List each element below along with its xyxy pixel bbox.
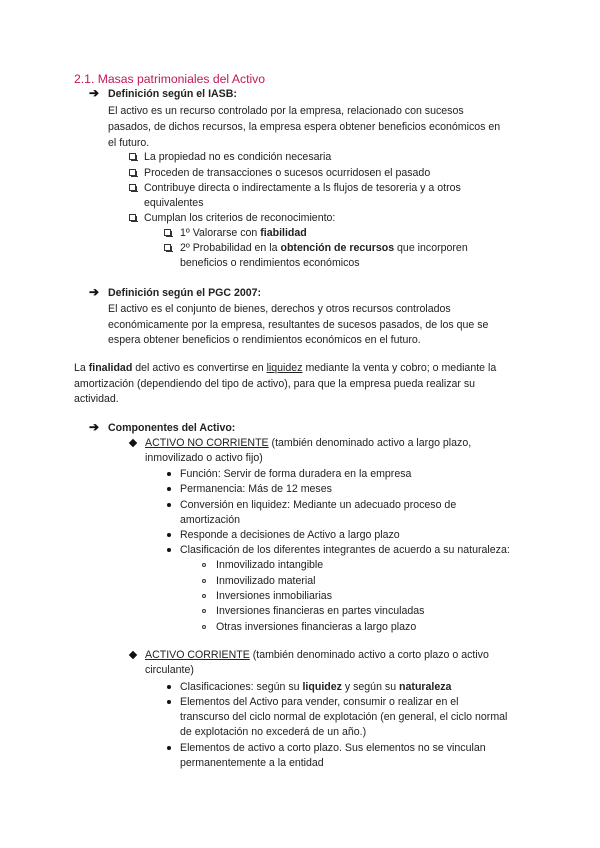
bullet-icon — [167, 700, 171, 704]
checkbox-icon — [129, 169, 136, 176]
section-title: 2.1. Masas patrimoniales del Activo — [74, 72, 266, 86]
circle-bullet-icon — [202, 563, 206, 567]
arrow-icon: ➔ — [89, 285, 100, 299]
anc-bullet-3-cont: amortización — [180, 514, 241, 526]
finalidad-line-3: actividad. — [74, 393, 119, 405]
bullet-icon — [167, 487, 171, 491]
iasb-item-4: Cumplan los criterios de reconocimiento: — [144, 212, 336, 224]
iasb-heading: Definición según el IASB: — [108, 88, 237, 100]
ac-bullet-3-cont: permanentemente a la entidad — [180, 757, 324, 769]
checkbox-icon — [164, 244, 171, 251]
checkbox-icon — [164, 229, 171, 236]
finalidad-line-1: La finalidad del activo es convertirse en liquidez mediante la venta y cobro; o mediante la — [74, 362, 497, 374]
anc-sub-5: Otras inversiones financieras a largo plazo — [216, 621, 417, 633]
arrow-icon: ➔ — [89, 420, 100, 434]
diamond-bullet-icon — [129, 439, 137, 447]
ac-bullet-2: Elementos del Activo para vender, consumir o realizar en el — [180, 696, 459, 708]
ac-bullet-1: Clasificaciones: según su liquidez y según su naturaleza — [180, 681, 452, 693]
bullet-icon — [167, 503, 171, 507]
arrow-icon: ➔ — [89, 86, 100, 100]
bullet-icon — [167, 685, 171, 689]
circle-bullet-icon — [202, 594, 206, 598]
anc-title-cont: inmovilizado o activo fijo) — [145, 452, 263, 464]
bullet-icon — [167, 472, 171, 476]
iasb-item-2: Proceden de transacciones o sucesos ocurridosen el pasado — [144, 167, 431, 179]
iasb-text-1: El activo es un recurso controlado por la empresa, relacionado con sucesos — [108, 105, 464, 117]
anc-sub-1: Inmovilizado intangible — [216, 559, 324, 571]
pgc-text-1: El activo es el conjunto de bienes, derechos y otros recursos controlados — [108, 303, 451, 315]
circle-bullet-icon — [202, 625, 206, 629]
bullet-icon — [167, 746, 171, 750]
anc-sub-2: Inmovilizado material — [216, 575, 316, 587]
iasb-item-3: Contribuye directa o indirectamente a ls flujos de tesoreria y a otros — [144, 182, 461, 194]
ac-title: ACTIVO CORRIENTE (también denominado activo a corto plazo o activo — [145, 649, 489, 661]
pgc-text-2: económicamente por la empresa, resultantes de sucesos pasados, de los que se — [108, 319, 489, 331]
checkbox-icon — [129, 214, 136, 221]
anc-bullet-3: Conversión en liquidez: Mediante un adecuado proceso de — [180, 499, 457, 511]
iasb-text-2: pasados, de dichos recursos, la empresa espera obtener beneficios económicos en — [108, 121, 501, 133]
iasb-sub-2: 2º Probabilidad en la obtención de recursos que incorporen — [180, 242, 468, 254]
ac-bullet-2-cont: transcurso del ciclo normal de explotación (en general, el ciclo normal — [180, 711, 508, 723]
circle-bullet-icon — [202, 579, 206, 583]
anc-bullet-1: Función: Servir de forma duradera en la empresa — [180, 468, 412, 480]
anc-sub-4: Inversiones financieras en partes vinculadas — [216, 605, 425, 617]
ac-bullet-2-cont: de explotación no excederá de un año.) — [180, 726, 367, 738]
pgc-heading: Definición según el PGC 2007: — [108, 287, 262, 299]
bullet-icon — [167, 533, 171, 537]
iasb-sub-1: 1º Valorarse con fiabilidad — [180, 227, 307, 239]
componentes-heading: Componentes del Activo: — [108, 422, 236, 434]
ac-bullet-3: Elementos de activo a corto plazo. Sus elementos no se vinculan — [180, 742, 486, 754]
anc-bullet-4: Responde a decisiones de Activo a largo plazo — [180, 529, 400, 541]
finalidad-line-2: amortización (dependiendo del tipo de activo), para que la empresa pueda realizar su — [74, 378, 476, 390]
iasb-item-1: La propiedad no es condición necesaria — [144, 151, 332, 163]
anc-bullet-5: Clasificación de los diferentes integrantes de acuerdo a su naturaleza: — [180, 544, 510, 556]
checkbox-icon — [129, 153, 136, 160]
ac-title-cont: circulante) — [145, 664, 194, 676]
diamond-bullet-icon — [129, 651, 137, 659]
iasb-item-3-cont: equivalentes — [144, 197, 204, 209]
checkbox-icon — [129, 184, 136, 191]
anc-bullet-2: Permanencia: Más de 12 meses — [180, 483, 332, 495]
anc-title: ACTIVO NO CORRIENTE (también denominado activo a largo plazo, — [145, 437, 472, 449]
pgc-text-3: espera obtener beneficios o rendimientos económicos en el futuro. — [108, 334, 421, 346]
iasb-text-3: el futuro. — [108, 137, 150, 149]
iasb-sub-2-cont: beneficios o rendimientos económicos — [180, 257, 360, 269]
anc-sub-3: Inversiones inmobiliarias — [216, 590, 332, 602]
bullet-icon — [167, 548, 171, 552]
circle-bullet-icon — [202, 609, 206, 613]
